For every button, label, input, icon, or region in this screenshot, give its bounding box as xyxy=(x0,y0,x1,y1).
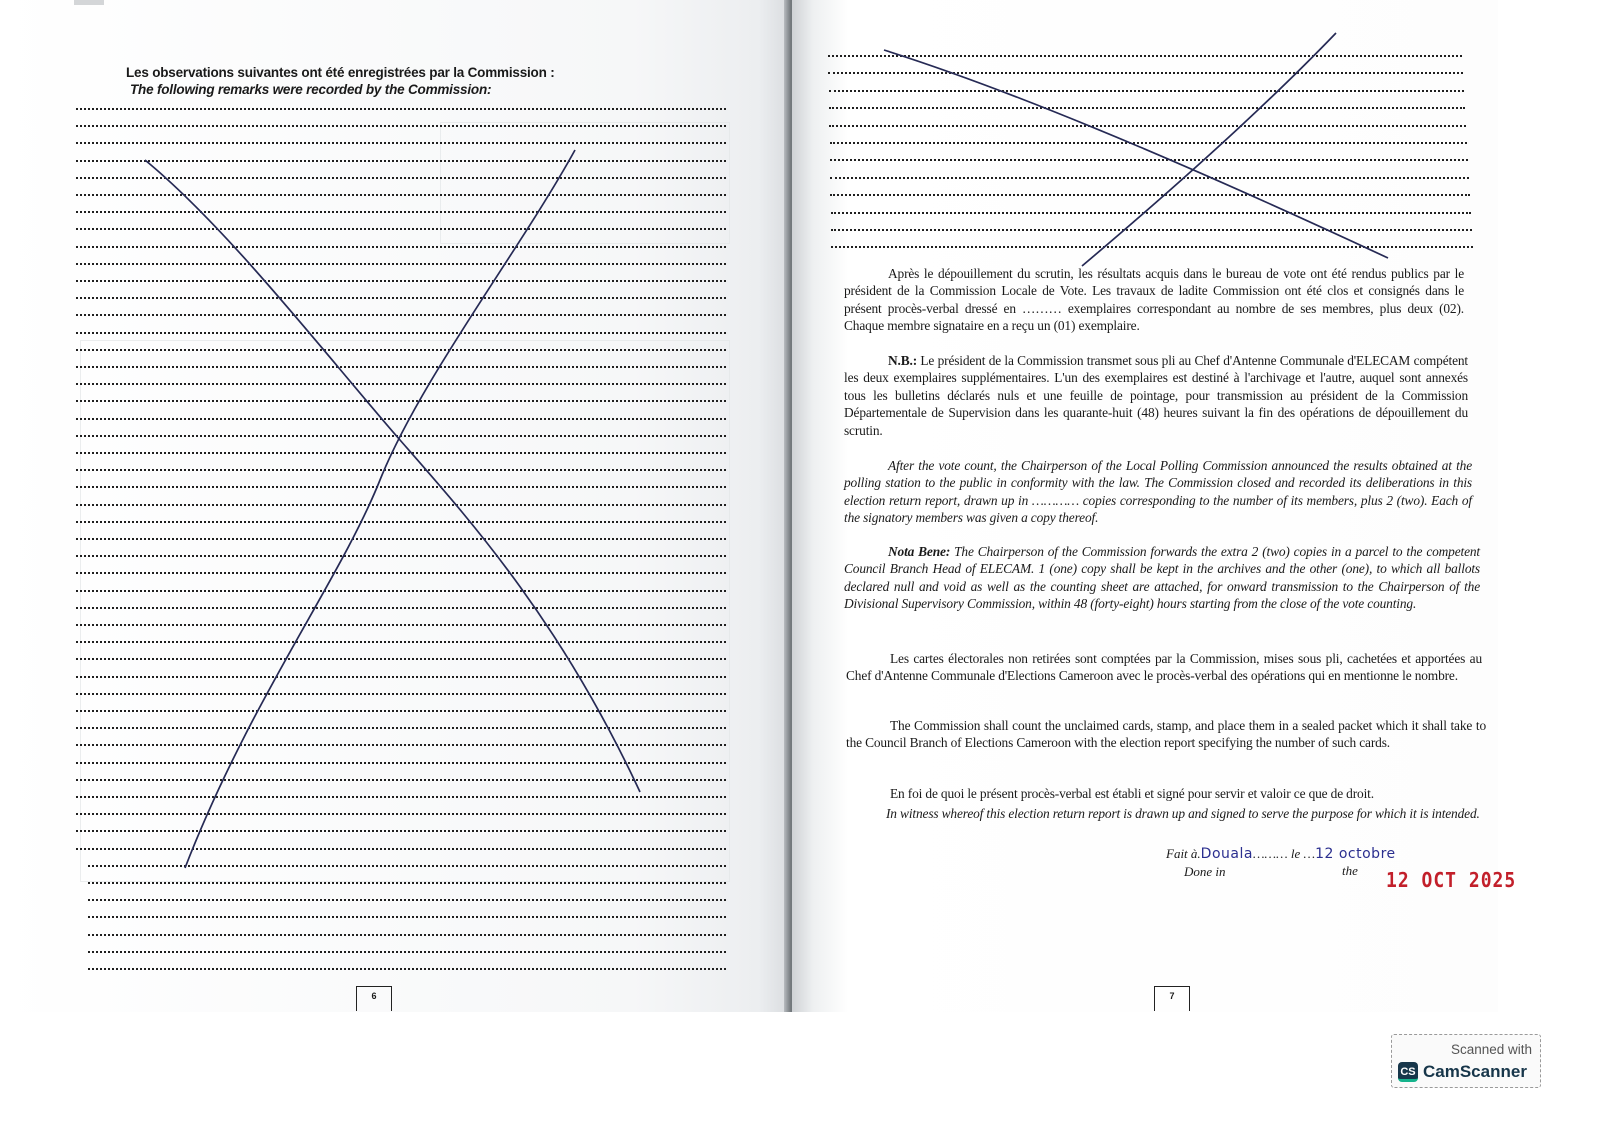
remark-line xyxy=(76,727,726,729)
nota-bene-label-en: Nota Bene: xyxy=(888,544,951,559)
remark-line xyxy=(829,90,1464,92)
remark-line xyxy=(829,107,1465,109)
show-through-table xyxy=(440,122,730,244)
camscanner-logo-icon: CS xyxy=(1398,1062,1418,1082)
nota-bene-text-fr: Le président de la Commission transmet sous pli au Chef d'Antenne Communale d'ELECAM compétent les deux exemplaires supplémentaires. L'un des exemplaires est destiné à l'archivage et l'autre, auquel sont annexés tous les bulletins déclarés nuls et une feuille de pointage, pour transmission au président de la Commission Départementale de Supervision dans les quarante-huit (48) heures suivant la fin des opérations de dépouillement du scrutin. xyxy=(844,353,1468,438)
handwritten-place: Douala xyxy=(1200,846,1253,862)
remark-line xyxy=(76,676,726,678)
remark-line xyxy=(828,72,1463,74)
remark-line xyxy=(76,211,726,213)
remark-line xyxy=(76,504,726,506)
witness-statement-fr: En foi de quoi le présent procès-verbal est établi et signé pour servir et valoir ce que de droit. xyxy=(890,786,1374,801)
remark-line xyxy=(76,125,726,127)
show-through-table xyxy=(80,340,730,882)
remark-line xyxy=(76,418,726,420)
left-page xyxy=(0,0,790,1012)
page-number: 6 xyxy=(356,986,392,1011)
remark-line xyxy=(76,555,726,557)
remark-line xyxy=(76,710,726,712)
remark-line xyxy=(88,882,726,884)
remark-line xyxy=(829,125,1466,127)
scan-edge-artifact xyxy=(74,0,104,5)
remark-line xyxy=(76,228,726,230)
remark-line xyxy=(76,297,726,299)
remark-line xyxy=(76,658,726,660)
remark-line xyxy=(76,641,726,643)
remark-line xyxy=(830,142,1468,144)
the-label: the xyxy=(1342,863,1358,878)
remark-line xyxy=(76,796,726,798)
le-label: le xyxy=(1290,846,1301,861)
remark-line xyxy=(76,400,726,402)
right-page xyxy=(792,0,1498,1012)
scanned-with-text: Scanned with xyxy=(1450,1042,1532,1057)
remark-line xyxy=(76,194,726,196)
remark-line xyxy=(76,280,726,282)
unclaimed-cards-en: The Commission shall count the unclaimed cards, stamp, and place them in a sealed packet which it shall take to the Council Branch of Elections Cameroon with the election report specifying the number of such cards. xyxy=(846,718,1486,751)
signature-place-row: Fait à.Douala……… le …12 octobre xyxy=(1166,846,1396,862)
remark-line xyxy=(76,142,726,144)
remark-line xyxy=(831,246,1473,248)
remark-line xyxy=(88,934,726,936)
remark-line xyxy=(76,607,726,609)
remark-line xyxy=(76,383,726,385)
remark-line xyxy=(76,486,726,488)
remark-line xyxy=(830,194,1470,196)
camscanner-brand: CamScanner xyxy=(1423,1062,1527,1081)
remark-line xyxy=(76,314,726,316)
remark-line xyxy=(76,246,726,248)
remark-line xyxy=(831,229,1472,231)
remark-line xyxy=(76,366,726,368)
remark-line xyxy=(830,159,1468,161)
nota-bene-label-fr: N.B.: xyxy=(888,353,918,368)
camscanner-watermark xyxy=(1391,1034,1541,1088)
closing-paragraph-en: After the vote count, the Chairperson of the Local Polling Commission announced the results obtained at the polling station to the public in conformity with the law. The Commission closed and recorded its deliberations in this election return report, drawn up in ………… copies corresponding to the number of its members, plus 2 (two). Each of the signatory members was given a copy thereof. xyxy=(844,458,1472,526)
remark-line xyxy=(76,779,726,781)
handwritten-date: 12 octobre xyxy=(1315,846,1396,862)
nota-bene-fr xyxy=(844,352,1468,439)
remark-line xyxy=(76,624,726,626)
remark-line xyxy=(76,762,726,764)
remark-line xyxy=(76,108,726,110)
remark-line xyxy=(88,865,726,867)
remark-line xyxy=(76,177,726,179)
remark-line xyxy=(76,538,726,540)
remark-line xyxy=(828,55,1462,57)
done-in-label: Done in xyxy=(1184,864,1226,879)
remark-line xyxy=(76,848,726,850)
remark-line xyxy=(76,590,726,592)
witness-statement-en: In witness whereof this election return report is drawn up and signed to serve the purpose for which it is intended. xyxy=(886,806,1480,821)
remark-line xyxy=(76,469,726,471)
fait-a-label: Fait à xyxy=(1166,846,1198,861)
nota-bene-text-en: The Chairperson of the Commission forwards the extra 2 (two) copies in a parcel to the competent Council Branch Head of ELECAM. 1 (one) copy shall be kept in the archives and the other (one), to which all ballots declared null and void as well as the counting sheet are attached, for onward transmission to the Chairperson of the Divisional Supervisory Commission, within 48 (forty-eight) hours starting from the close of the vote counting. xyxy=(844,544,1480,612)
remark-line xyxy=(76,452,726,454)
remark-line xyxy=(88,916,726,918)
remark-line xyxy=(76,572,726,574)
remark-line xyxy=(76,435,726,437)
remark-line xyxy=(76,830,726,832)
remark-line xyxy=(88,899,726,901)
closing-paragraph-fr: Après le dépouillement du scrutin, les résultats acquis dans le bureau de vote ont été rendus publics par le président de la Commission Locale de Vote. Les travaux de ladite Commission ont été clos et consignés dans le présent procès-verbal dressé en ……… exemplaires correspondant au nombre de ses membres, plus deux (02). Chaque membre signataire en a reçu un (01) exemplaire. xyxy=(844,266,1464,334)
page-number: 7 xyxy=(1154,986,1190,1011)
remark-line xyxy=(76,813,726,815)
remark-line xyxy=(76,332,726,334)
remark-line xyxy=(88,968,726,970)
nota-bene-en xyxy=(844,543,1480,613)
remarks-heading-en: The following remarks were recorded by the Commission: xyxy=(130,82,492,97)
remark-line xyxy=(831,212,1471,214)
date-stamp: 12 OCT 2025 xyxy=(1386,868,1517,893)
remark-line xyxy=(76,349,726,351)
remarks-heading-fr: Les observations suivantes ont été enregistrées par la Commission : xyxy=(126,65,555,80)
remark-line xyxy=(76,744,726,746)
remark-line xyxy=(88,951,726,953)
remark-line xyxy=(76,263,726,265)
remark-line xyxy=(76,160,726,162)
remark-line xyxy=(76,521,726,523)
remark-line xyxy=(76,693,726,695)
remark-line xyxy=(830,177,1469,179)
unclaimed-cards-fr: Les cartes électorales non retirées sont comptées par la Commission, mises sous pli, cachetées et apportées au Chef d'Antenne Communale d'Elections Cameroon avec le procès-verbal des opérations qui en mentionne le nombre. xyxy=(846,651,1482,684)
